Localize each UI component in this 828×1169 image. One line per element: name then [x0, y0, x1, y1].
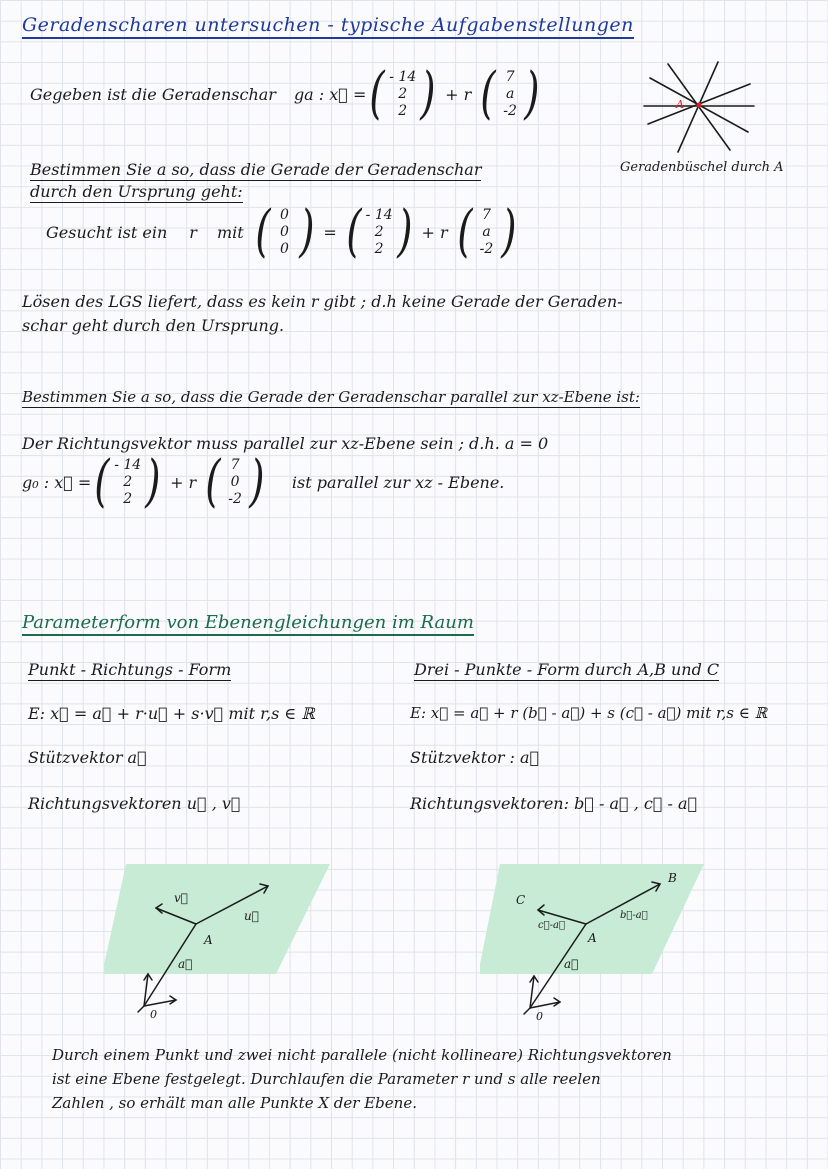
right-support: Stützvektor : a⃗ [410, 748, 540, 767]
sought-eq: = [323, 222, 337, 242]
right-form-title: Drei - Punkte - Form durch A,B und C [414, 660, 720, 679]
label-o-right: 0 [536, 1010, 543, 1023]
g0-direction-vector: ( 7 0 -2 ) [205, 449, 265, 514]
plane-diagram-left [104, 862, 334, 1022]
label-A-left: A [204, 933, 213, 947]
bundle-caption: Geradenbüschel durch A [620, 160, 784, 175]
label-o-left: 0 [150, 1008, 157, 1021]
task1-line2: durch den Ursprung geht: [30, 182, 243, 201]
right-directions: Richtungsvektoren: b⃗ - a⃗ , c⃗ - a⃗ [410, 794, 698, 813]
left-form-title: Punkt - Richtungs - Form [28, 660, 232, 679]
sought-support-vector: ( - 14 2 2 ) [346, 199, 413, 264]
given-lhs: ga : x⃗ = [293, 84, 367, 104]
sought-prefix: Gesucht ist ein [46, 222, 168, 242]
label-B: B [668, 871, 677, 885]
task2-heading: Bestimmen Sie a so, dass die Gerade der Geradenschar parallel zur xz-Ebene ist: [22, 388, 640, 406]
bundle-point-label: A [676, 98, 684, 111]
label-a-left: a⃗ [178, 957, 193, 971]
label-u: u⃗ [244, 909, 259, 923]
g0-support-vector: ( - 14 2 2 ) [94, 449, 161, 514]
given-plus-r: + r [445, 84, 472, 104]
g0-plus-r: + r [170, 472, 197, 492]
given-line [30, 61, 543, 126]
label-A-right: A [588, 931, 597, 945]
given-direction-vector: ( 7 a -2 ) [480, 61, 540, 126]
bundle-point-marker [696, 102, 701, 107]
origin-vector: ( 0 0 0 ) [254, 199, 315, 264]
summary-line1: Durch einem Punkt und zwei nicht parallele (nicht kollineare) Richtungsvektoren [52, 1046, 672, 1064]
solution-line1: Lösen des LGS liefert, dass es kein r gibt ; d.h keine Gerade der Geraden- [22, 292, 623, 311]
label-a-right: a⃗ [564, 957, 579, 971]
section1-title: Geradenscharen untersuchen - typische Aufgabenstellungen [22, 14, 634, 39]
label-v: v⃗ [174, 891, 188, 905]
given-support-vector: ( - 14 2 2 ) [369, 61, 436, 126]
given-prefix: Gegeben ist die Geradenschar [30, 84, 276, 104]
solution-line2: schar geht durch den Ursprung. [22, 316, 285, 335]
section2-title: Parameterform von Ebenengleichungen im Raum [22, 612, 474, 636]
line-bundle-icon [638, 58, 758, 154]
left-support: Stützvektor a⃗ [28, 748, 147, 767]
left-directions: Richtungsvektoren u⃗ , v⃗ [28, 794, 241, 813]
sought-direction-vector: ( 7 a -2 ) [456, 199, 517, 264]
label-C: C [516, 893, 526, 907]
plane-left-shape [104, 864, 330, 974]
sought-mit: mit [216, 222, 244, 242]
label-b-minus-a: b⃗-a⃗ [620, 910, 648, 921]
label-c-minus-a: c⃗-a⃗ [538, 920, 565, 931]
g0-suffix: ist parallel zur xz - Ebene. [291, 472, 505, 492]
sought-r: r [189, 222, 197, 242]
sought-line [46, 199, 519, 264]
g0-line [22, 449, 505, 514]
g0-lhs: g₀ : x⃗ = [22, 472, 92, 492]
task2-answer: Der Richtungsvektor muss parallel zur xz-Ebene sein ; d.h. a = 0 [22, 434, 549, 453]
task1-line1: Bestimmen Sie a so, dass die Gerade der Geradenschar [30, 160, 482, 179]
summary-line3: Zahlen , so erhält man alle Punkte X der Ebene. [52, 1094, 417, 1112]
plane-diagram-right [480, 862, 716, 1026]
sought-plus-r: + r [421, 222, 448, 242]
left-equation: E: x⃗ = a⃗ + r·u⃗ + s·v⃗ mit r,s ∈ ℝ [28, 704, 315, 723]
right-equation: E: x⃗ = a⃗ + r (b⃗ - a⃗) + s (c⃗ - a⃗) mit r,s ∈ ℝ [410, 704, 768, 722]
summary-line2: ist eine Ebene festgelegt. Durchlaufen die Parameter r und s alle reelen [52, 1070, 601, 1088]
